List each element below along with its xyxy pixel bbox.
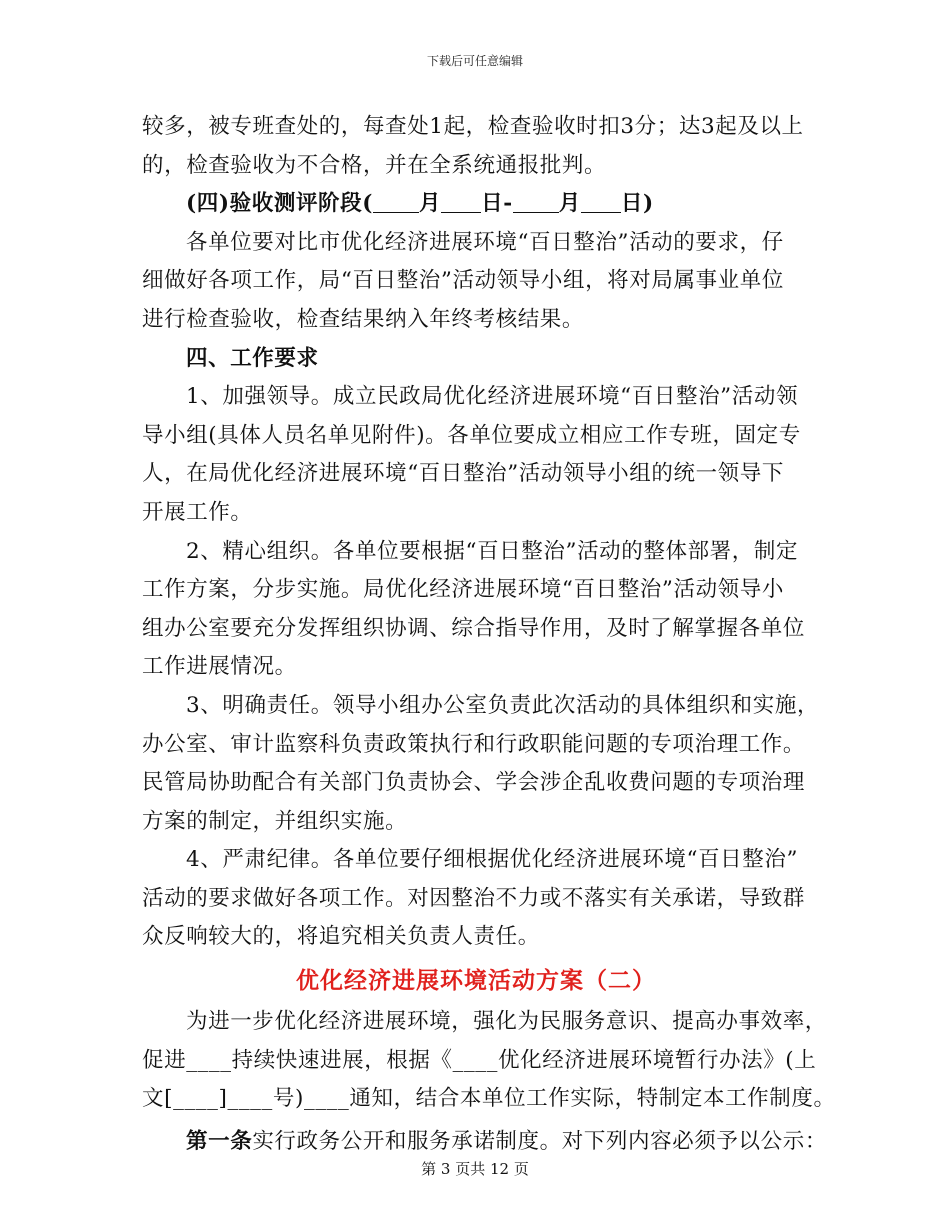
- section-heading: 四、工作要求: [186, 345, 319, 371]
- text-line: 工作方案，分步实施。局优化经济进展环境“百日整治”活动领导小: [142, 577, 784, 603]
- stage4-heading: [142, 185, 810, 224]
- text-line: 导小组(具体人员名单见附件)。各单位要成立相应工作专班，固定专: [142, 422, 801, 448]
- blank-field: [441, 189, 481, 214]
- stage4-month2: 月: [558, 191, 581, 217]
- text-line: 开展工作。: [142, 499, 253, 525]
- blank-field: [373, 189, 419, 214]
- section-title: 优化经济进展环境活动方案（二）: [296, 967, 656, 995]
- blank-field: [581, 189, 621, 214]
- text-line: 办公室、审计监察科负责政策执行和行政职能问题的专项治理工作。: [142, 731, 806, 757]
- text-line: 1、加强领导。成立民政局优化经济进展环境“百日整治”活动领: [186, 384, 799, 410]
- page-header: 下载后可任意编辑: [426, 54, 523, 68]
- stage4-month1: 月: [419, 191, 442, 217]
- text-line: 的，检查验收为不合格，并在全系统通报批判。: [142, 152, 607, 178]
- text-line: 3、明确责任。领导小组办公室负责此次活动的具体组织和实施，: [186, 692, 820, 718]
- text-line: 进行检查验收，检查结果纳入年终考核结果。: [142, 306, 585, 332]
- document-body: [142, 108, 836, 1161]
- article-label: 第一条: [186, 1128, 253, 1154]
- text-line: 各单位要对比市优化经济进展环境“百日整治”活动的要求，仔: [186, 229, 784, 255]
- text-line: 4、严肃纪律。各单位要仔细根据优化经济进展环境“百日整治”: [186, 847, 799, 873]
- stage4-prefix: (四)验收测评阶段(: [186, 191, 374, 217]
- text-line: 促进____持续快速进展，根据《____优化经济进展环境暂行办法》(上: [142, 1047, 817, 1073]
- stage4-day2: 日): [620, 191, 654, 217]
- blank-field: [513, 189, 559, 214]
- text-line: 活动的要求做好各项工作。对因整治不力或不落实有关承诺，导致群: [142, 885, 806, 911]
- text-line: 细做好各项工作，局“百日整治”活动领导小组，将对局属事业单位: [142, 268, 784, 294]
- text-line: 方案的制定，并组织实施。: [142, 808, 408, 834]
- text-line: 民管局协助配合有关部门负责协会、学会涉企乱收费问题的专项治理: [142, 770, 806, 796]
- text-line: 较多，被专班查处的，每查处1起，检查验收时扣3分；达3起及以上: [142, 114, 804, 139]
- text-line: 为进一步优化经济进展环境，强化为民服务意识、提高办事效率，: [186, 1009, 827, 1035]
- text-line: 众反响较大的，将追究相关负责人责任。: [142, 924, 540, 950]
- page-footer: 第 3 页共 12 页: [421, 1160, 529, 1178]
- stage4-day1: 日-: [481, 191, 513, 217]
- text-line: 文[____]____号)____通知，结合本单位工作实际，特制定本工作制度。: [142, 1086, 836, 1112]
- text-line: 人，在局优化经济进展环境“百日整治”活动领导小组的统一领导下: [142, 461, 784, 487]
- article-text: 实行政务公开和服务承诺制度。对下列内容必须予以公示：: [252, 1128, 827, 1154]
- text-line: 组办公室要充分发挥组织协调、综合指导作用，及时了解掌握各单位: [142, 615, 806, 641]
- text-line: 工作进展情况。: [142, 654, 297, 680]
- article-line: [142, 1123, 827, 1162]
- text-line: 2、精心组织。各单位要根据“百日整治”活动的整体部署，制定: [186, 538, 799, 564]
